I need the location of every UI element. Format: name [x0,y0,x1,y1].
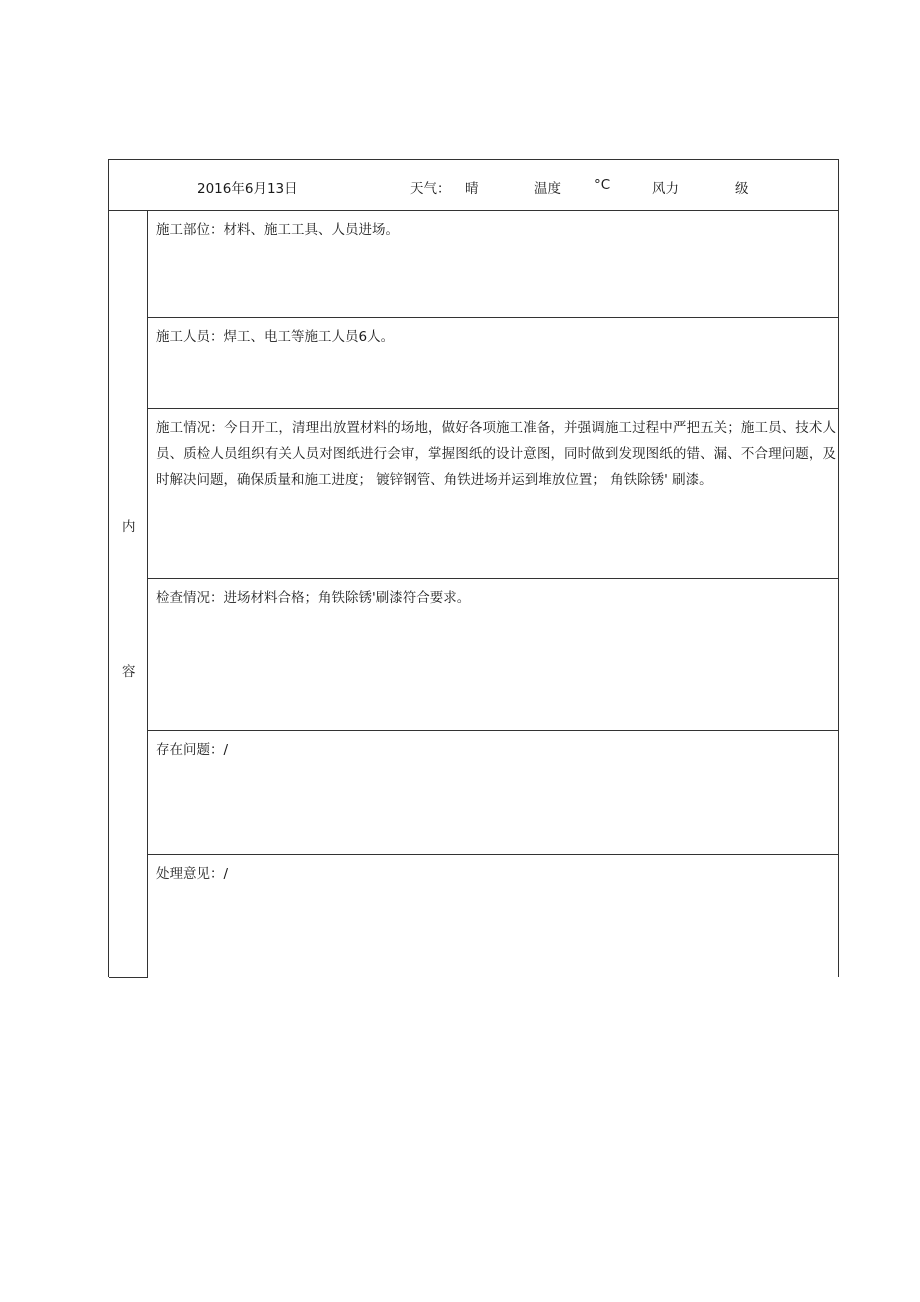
content-label-column [109,211,148,978]
inspection-text: 检查情况：进场材料合格；角铁除锈'刷漆符合要求。 [156,590,471,606]
section-existing-problems [148,731,838,855]
section-construction-situation [148,409,838,579]
handling-opinions-text: 处理意见：/ [156,866,229,882]
construction-situation-text: 施工情况：今日开工，清理出放置材料的场地，做好各项施工准备，并强调施工过程中严把五关；施工员、技术人员、质检人员组织有关人员对图纸进行会审，掌握图纸的设计意图，同时做到发现图纸的错、漏、不合理问题，及时解决问题，确保质量和施工进度； 镀锌钢管、角铁进场并运到堆放位置； 角铁除锈' 刷漆。 [156,420,836,488]
construction-log-form [108,159,839,977]
temperature-label: 温度 [534,181,561,197]
construction-personnel-text: 施工人员：焊工、电工等施工人员6人。 [156,329,395,345]
temperature-unit: °C [594,177,611,193]
existing-problems-text: 存在问题：/ [156,742,229,758]
wind-label: 风力 [652,181,679,197]
weather-value: 晴 [465,181,479,197]
date-text: 2016年6月13日 [197,181,298,197]
section-construction-personnel [148,318,838,409]
section-handling-opinions [148,855,838,978]
construction-location-text: 施工部位：材料、施工工具、人员进场。 [156,222,399,238]
header-row [109,160,838,211]
section-inspection [148,579,838,731]
content-label-char-2: 容 [122,664,136,680]
content-label-char-1: 内 [122,519,136,535]
weather-label: 天气： [410,181,451,197]
section-construction-location [148,211,838,318]
wind-unit: 级 [735,181,749,197]
